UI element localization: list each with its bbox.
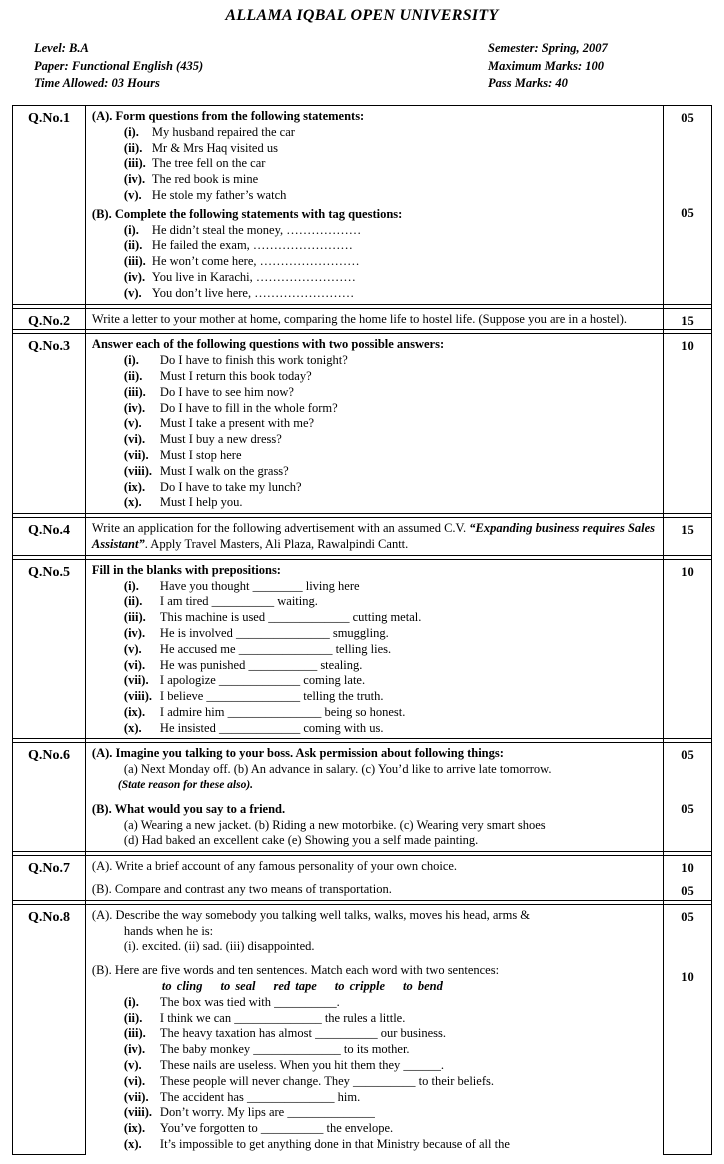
item-numeral: (v). bbox=[123, 1058, 142, 1073]
item-text: Do I have to take my lunch? bbox=[159, 479, 302, 494]
question-number: Q.No.7 bbox=[13, 856, 86, 901]
item-numeral: (x). bbox=[123, 1137, 142, 1152]
item-numeral: (iii). bbox=[123, 610, 146, 625]
item-text: These nails are useless. When you hit them they ______. bbox=[159, 1058, 445, 1073]
list-item bbox=[124, 495, 657, 511]
section-a-list bbox=[92, 125, 657, 204]
list-item bbox=[124, 721, 657, 737]
item-text: I believe _______________ telling the truth. bbox=[159, 689, 384, 704]
marks-cell bbox=[664, 743, 712, 852]
marks-cell: 10 bbox=[664, 334, 712, 514]
list-item bbox=[124, 369, 657, 385]
item-text: You’ve forgotten to __________ the envelope. bbox=[159, 1121, 394, 1136]
question-row-6 bbox=[13, 743, 712, 852]
section-b-options-2: (d) Had baked an excellent cake (e) Showing you a self made painting. bbox=[123, 833, 479, 848]
item-text: He accused me _______________ telling lies. bbox=[159, 641, 392, 656]
marks-a: 05 bbox=[681, 111, 694, 125]
item-numeral: (ix). bbox=[123, 704, 146, 719]
paper-text: Paper: Functional English (435) bbox=[34, 58, 204, 73]
item-numeral: (vii). bbox=[123, 673, 149, 688]
item-text: I admire him _______________ being so honest. bbox=[159, 704, 406, 719]
question-body bbox=[85, 856, 663, 901]
question-list bbox=[92, 353, 657, 511]
item-numeral: (i). bbox=[123, 994, 139, 1009]
question-body bbox=[85, 518, 663, 556]
list-item bbox=[124, 995, 657, 1011]
item-text: I apologize _____________ coming late. bbox=[159, 673, 366, 688]
item-text: The tree fell on the car bbox=[151, 156, 266, 171]
item-text: You live in Karachi, …………………… bbox=[151, 269, 356, 284]
list-item bbox=[124, 464, 657, 480]
list-item bbox=[124, 286, 657, 302]
list-item bbox=[124, 401, 657, 417]
item-numeral: (ii). bbox=[123, 368, 143, 383]
question-number: Q.No.1 bbox=[13, 106, 86, 305]
marks-b: 10 bbox=[681, 969, 694, 984]
item-text: He is involved _______________ smuggling. bbox=[159, 625, 389, 640]
list-item bbox=[124, 1042, 657, 1058]
section-b-heading: (B). Complete the following statements with tag questions: bbox=[91, 206, 403, 221]
item-text: These people will never change. They __________ to their beliefs. bbox=[159, 1073, 494, 1088]
item-text: The box was tied with __________. bbox=[159, 994, 340, 1009]
question-list bbox=[92, 995, 657, 1153]
item-numeral: (v). bbox=[123, 641, 142, 656]
section-a-text-1: (A). Describe the way somebody you talking well talks, walks, moves his head, arms & bbox=[91, 907, 531, 922]
question-body: Write a letter to your mother at home, comparing the home life to hostel life. (Suppose you are in a hostel). bbox=[85, 308, 663, 330]
item-numeral: (ii). bbox=[123, 1010, 143, 1025]
question-body bbox=[85, 106, 663, 305]
q4-text-post: . Apply Travel Masters, Ali Plaza, Rawalpindi Cantt. bbox=[144, 536, 409, 551]
item-numeral: (x). bbox=[123, 495, 142, 510]
section-a-heading: (A). Imagine you talking to your boss. Ask permission about following things: bbox=[91, 746, 504, 761]
item-numeral: (vi). bbox=[123, 657, 146, 672]
item-numeral: (iii). bbox=[123, 384, 146, 399]
marks-b: 05 bbox=[681, 205, 694, 220]
item-text: Do I have to fill in the whole form? bbox=[159, 400, 338, 415]
marks-a: 05 bbox=[681, 909, 694, 924]
item-text: Have you thought ________ living here bbox=[159, 578, 360, 593]
item-text: Must I take a present with me? bbox=[159, 416, 315, 431]
item-text: Must I stop here bbox=[159, 447, 242, 462]
item-text: He won’t come here, …………………… bbox=[151, 254, 360, 269]
section-a-text-2: hands when he is: bbox=[123, 923, 214, 938]
item-numeral: (v). bbox=[123, 187, 142, 202]
item-text: I think we can ______________ the rules a little. bbox=[159, 1010, 406, 1025]
item-text: The heavy taxation has almost __________ our business. bbox=[159, 1026, 446, 1041]
item-text: He insisted _____________ coming with us. bbox=[159, 720, 384, 735]
list-item bbox=[124, 1011, 657, 1027]
list-item bbox=[124, 1026, 657, 1042]
marks-cell bbox=[664, 856, 712, 901]
item-text: Must I help you. bbox=[159, 495, 243, 510]
list-item bbox=[124, 385, 657, 401]
section-b-text: (B). Compare and contrast any two means of transportation. bbox=[91, 882, 392, 897]
list-item bbox=[124, 1090, 657, 1106]
question-number: Q.No.5 bbox=[13, 559, 86, 739]
question-row-1 bbox=[13, 106, 712, 305]
question-row-3 bbox=[13, 334, 712, 514]
question-number: Q.No.3 bbox=[13, 334, 86, 514]
item-text: Do I have to see him now? bbox=[159, 384, 294, 399]
marks-cell: 15 bbox=[664, 518, 712, 556]
item-numeral: (ii). bbox=[123, 238, 143, 253]
word-bank-item: to cripple bbox=[334, 979, 386, 994]
exam-info-left bbox=[34, 40, 203, 93]
list-item bbox=[124, 254, 657, 270]
list-item bbox=[124, 1074, 657, 1090]
list-item bbox=[124, 188, 657, 204]
list-item bbox=[124, 141, 657, 157]
item-numeral: (vii). bbox=[123, 1089, 149, 1104]
marks-cell bbox=[664, 904, 712, 1154]
list-item bbox=[124, 705, 657, 721]
question-row-4 bbox=[13, 518, 712, 556]
marks-cell: 15 bbox=[664, 308, 712, 330]
item-text: Mr & Mrs Haq visited us bbox=[151, 140, 278, 155]
item-text: Don’t worry. My lips are ______________ bbox=[159, 1105, 375, 1120]
item-text: I am tired __________ waiting. bbox=[159, 594, 318, 609]
question-number: Q.No.4 bbox=[13, 518, 86, 556]
list-item bbox=[124, 1058, 657, 1074]
item-numeral: (vi). bbox=[123, 1073, 146, 1088]
list-item bbox=[124, 223, 657, 239]
item-numeral: (iii). bbox=[123, 254, 146, 269]
section-a-text-3: (i). excited. (ii) sad. (iii) disappointed. bbox=[123, 939, 315, 954]
section-b-options-1: (a) Wearing a new jacket. (b) Riding a new motorbike. (c) Wearing very smart shoes bbox=[123, 817, 546, 832]
item-numeral: (i). bbox=[123, 124, 139, 139]
list-item bbox=[124, 156, 657, 172]
list-item bbox=[124, 642, 657, 658]
word-bank-item: to bend bbox=[403, 979, 443, 994]
list-item bbox=[124, 238, 657, 254]
section-a-note: (State reason for these also). bbox=[117, 779, 254, 792]
item-text: This machine is used _____________ cutting metal. bbox=[159, 610, 422, 625]
item-text: He failed the exam, …………………… bbox=[151, 238, 353, 253]
item-text: My husband repaired the car bbox=[151, 124, 295, 139]
section-b-heading: (B). What would you say to a friend. bbox=[91, 801, 286, 816]
question-row-7 bbox=[13, 856, 712, 901]
item-numeral: (iii). bbox=[123, 156, 146, 171]
list-item bbox=[124, 480, 657, 496]
section-a-options: (a) Next Monday off. (b) An advance in salary. (c) You’d like to arrive late tomorrow. bbox=[123, 762, 552, 777]
item-numeral: (iv). bbox=[123, 625, 146, 640]
item-numeral: (ix). bbox=[123, 1121, 146, 1136]
q4-text-pre: Write an application for the following advertisement with an assumed C.V. bbox=[91, 521, 470, 536]
item-text: Do I have to finish this work tonight? bbox=[159, 353, 348, 368]
marks-b: 05 bbox=[681, 884, 694, 899]
item-text: The baby monkey ______________ to its mother. bbox=[159, 1042, 410, 1057]
list-item bbox=[124, 1121, 657, 1137]
item-numeral: (x). bbox=[123, 720, 142, 735]
marks-b: 05 bbox=[681, 802, 694, 817]
question-number: Q.No.6 bbox=[13, 743, 86, 852]
question-heading: Answer each of the following questions with two possible answers: bbox=[91, 337, 445, 352]
max-marks-text: Maximum Marks: 100 bbox=[488, 58, 604, 73]
item-text: He stole my father’s watch bbox=[151, 187, 287, 202]
word-bank bbox=[92, 979, 657, 995]
item-numeral: (vi). bbox=[123, 432, 146, 447]
list-item bbox=[124, 1137, 657, 1153]
section-b-text: (B). Here are five words and ten sentences. Match each word with two sentences: bbox=[91, 963, 500, 978]
item-text: The red book is mine bbox=[151, 172, 259, 187]
question-number: Q.No.8 bbox=[13, 904, 86, 1154]
list-item bbox=[124, 432, 657, 448]
item-numeral: (i). bbox=[123, 353, 139, 368]
marks-cell: 10 bbox=[664, 559, 712, 739]
list-item bbox=[124, 353, 657, 369]
item-text: Must I return this book today? bbox=[159, 368, 312, 383]
list-item bbox=[124, 673, 657, 689]
word-bank-item: to seal bbox=[220, 979, 256, 994]
list-item bbox=[124, 626, 657, 642]
list-item bbox=[124, 1105, 657, 1121]
item-numeral: (i). bbox=[123, 578, 139, 593]
advertisement-title: “Expanding business requires Sales Assistant” bbox=[91, 521, 656, 551]
exam-info-right bbox=[488, 40, 608, 93]
question-heading: Fill in the blanks with prepositions: bbox=[91, 562, 281, 577]
question-table bbox=[12, 105, 712, 1155]
question-body bbox=[85, 743, 663, 852]
item-text: You don’t live here, …………………… bbox=[151, 285, 355, 300]
item-numeral: (ii). bbox=[123, 594, 143, 609]
list-item bbox=[124, 172, 657, 188]
question-row-2 bbox=[13, 308, 712, 330]
item-text: He didn’t steal the money, ……………… bbox=[151, 222, 362, 237]
list-item bbox=[124, 448, 657, 464]
question-list bbox=[92, 579, 657, 737]
question-body bbox=[85, 904, 663, 1154]
pass-marks-text: Pass Marks: 40 bbox=[488, 76, 568, 90]
level-text: Level: B.A bbox=[34, 41, 89, 55]
marks-a: 05 bbox=[681, 748, 694, 763]
list-item bbox=[124, 689, 657, 705]
section-a-text: (A). Write a brief account of any famous personality of your own choice. bbox=[91, 859, 458, 874]
list-item bbox=[124, 610, 657, 626]
section-b-list bbox=[92, 223, 657, 302]
semester-text: Semester: Spring, 2007 bbox=[488, 41, 608, 55]
item-numeral: (iv). bbox=[123, 172, 146, 187]
question-number: Q.No.2 bbox=[13, 308, 86, 330]
item-numeral: (viii). bbox=[123, 463, 153, 478]
item-numeral: (vii). bbox=[123, 447, 149, 462]
marks-a: 10 bbox=[681, 861, 694, 876]
section-a-heading: (A). Form questions from the following statements: bbox=[91, 109, 365, 123]
item-numeral: (iv). bbox=[123, 1042, 146, 1057]
item-numeral: (ii). bbox=[123, 140, 143, 155]
university-title: ALLAMA IQBAL OPEN UNIVERSITY bbox=[225, 7, 499, 24]
item-numeral: (iii). bbox=[123, 1026, 146, 1041]
list-item bbox=[124, 416, 657, 432]
marks-cell bbox=[664, 106, 712, 305]
question-body bbox=[85, 559, 663, 739]
question-row-8 bbox=[13, 904, 712, 1154]
item-numeral: (viii). bbox=[123, 689, 153, 704]
item-text: Must I buy a new dress? bbox=[159, 432, 282, 447]
question-row-5 bbox=[13, 559, 712, 739]
list-item bbox=[124, 658, 657, 674]
item-numeral: (iv). bbox=[123, 400, 146, 415]
item-numeral: (viii). bbox=[123, 1105, 153, 1120]
item-numeral: (v). bbox=[123, 285, 142, 300]
item-text: He was punished ___________ stealing. bbox=[159, 657, 363, 672]
item-numeral: (ix). bbox=[123, 479, 146, 494]
word-bank-item: red tape bbox=[273, 979, 317, 994]
item-text: Must I walk on the grass? bbox=[159, 463, 289, 478]
item-numeral: (v). bbox=[123, 416, 142, 431]
question-body bbox=[85, 334, 663, 514]
item-numeral: (iv). bbox=[123, 269, 146, 284]
item-text: It’s impossible to get anything done in that Ministry because of all the bbox=[159, 1137, 510, 1152]
item-text: The accident has ______________ him. bbox=[159, 1089, 361, 1104]
list-item bbox=[124, 579, 657, 595]
list-item bbox=[124, 125, 657, 141]
time-allowed-text: Time Allowed: 03 Hours bbox=[34, 76, 160, 90]
list-item bbox=[124, 270, 657, 286]
word-bank-item: to cling bbox=[161, 979, 203, 994]
list-item bbox=[124, 594, 657, 610]
item-numeral: (i). bbox=[123, 222, 139, 237]
